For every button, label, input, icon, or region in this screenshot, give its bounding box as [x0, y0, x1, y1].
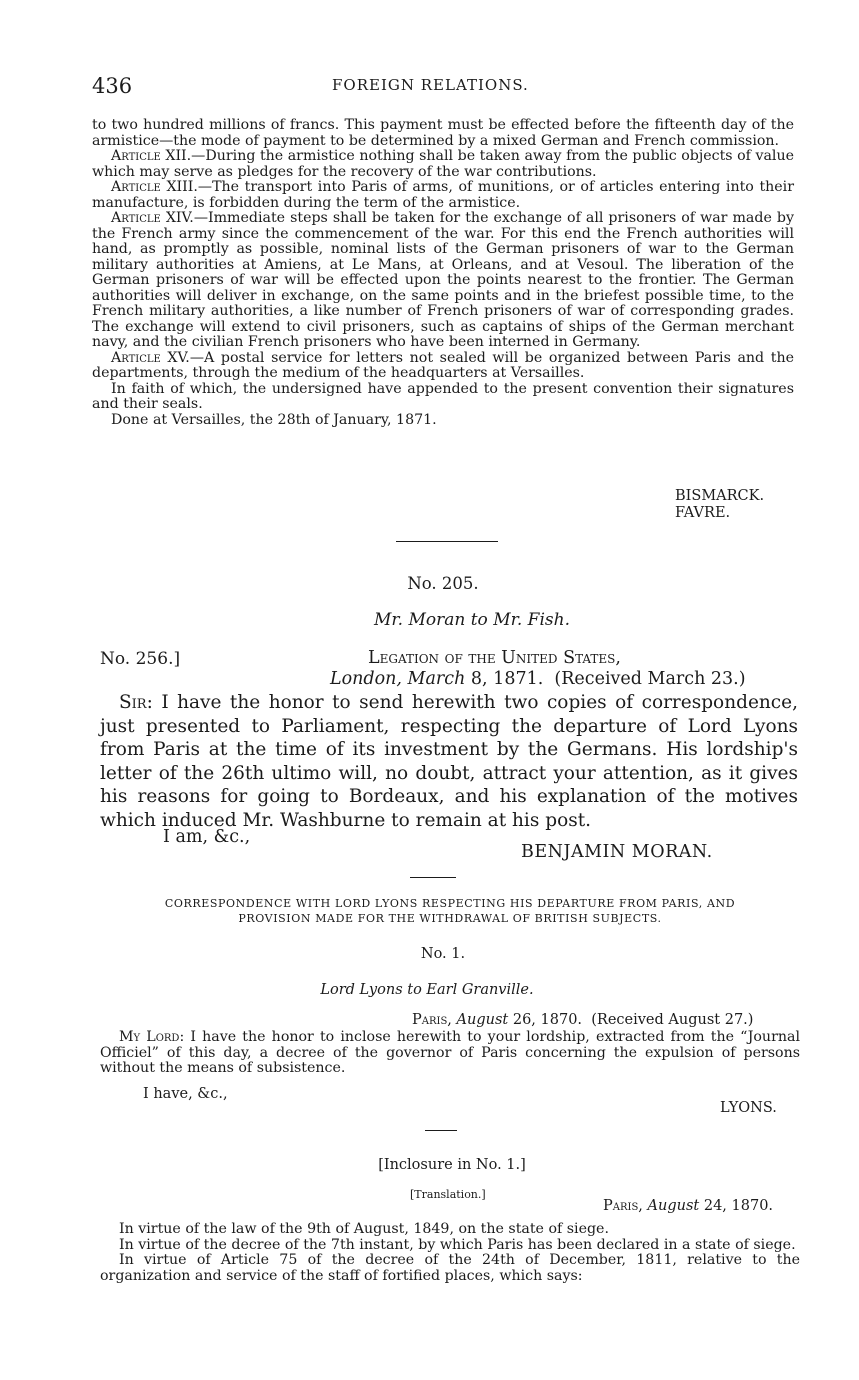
dateline-date: 24, 1870.	[699, 1198, 774, 1214]
inclosure-label: [Inclosure in No. 1.]	[378, 1157, 526, 1173]
translation-note: [Translation.]	[410, 1188, 486, 1201]
inclosure-body	[100, 1222, 800, 1284]
letter-closing: I am, &c.,	[163, 827, 251, 847]
article-text: —Immediate steps shall be taken for the exchange of all prisoners of war made by the French army since the commencement of the war. For this end the French authorities will hand, as promptly as possible, nominal lists of the German prisoners of war to the German military authorities at Amiens, at Le Mans, at Orleans, and at Vesoul. The liberation of the German prisoners of war will be effected upon the points nearest to the frontier. The German authorities will deliver in exchange, on the same points and in the briefest possible time, to the French military authorities, a like number of French prisoners of war of corresponding grades. The exchange will extend to civil prisoners, such as captains of ships of the German merchant navy, and the civilian French prisoners who have been interned in Germany.	[92, 210, 794, 350]
decree-line: In virtue of Article 75 of the decree of the 24th of December, 1811, relative to the organization and service of the staff of fortified places, which says:	[100, 1252, 800, 1284]
letter-text: : I have the honor to send herewith two copies of correspondence, just presented to Parliament, respecting the departure of Lord Lyons from Paris at the time of its investment by the Germans. His lordship's letter of the 26th ultimo will, no doubt, attract your attention, as it gives his reasons for going to Bordeaux, and his explanation of the motives which induced Mr. Washburne to remain at his post.	[100, 692, 798, 831]
inclosure-dateline	[603, 1198, 773, 1214]
article-label: Article XII.	[111, 148, 192, 164]
doc-reference: No. 256.]	[100, 649, 181, 669]
legation-heading: Legation of the United States,	[368, 648, 621, 668]
dateline	[330, 669, 746, 689]
dateline-date: 26, 1870.	[508, 1012, 583, 1028]
section-divider	[396, 541, 498, 542]
letter-paragraph	[100, 691, 798, 832]
article-text: —During the armistice nothing shall be taken away from the public objects of value which may serve as pledges for the recovery of the war contributions.	[92, 148, 794, 180]
article-xiii	[92, 180, 794, 211]
correspondence-body	[100, 1030, 800, 1077]
letter-signer: BENJAMIN MORAN.	[521, 842, 713, 862]
article-text: —A postal service for letters not sealed will be organized between Paris and the departments, through the medium of the headquarters at Versailles.	[92, 349, 794, 381]
convention-paragraph: to two hundred millions of francs. This payment must be effected before the fifteenth day of the armistice—the mode of payment to be determined by a mixed German and French commission.	[92, 117, 794, 149]
article-label: Article XV.	[111, 349, 190, 366]
dateline-place: Paris,	[603, 1198, 643, 1214]
dateline-date: 8, 1871.	[465, 669, 544, 689]
running-header	[92, 74, 794, 104]
running-title: FOREIGN RELATIONS.	[332, 76, 529, 94]
correspondence-dateline	[412, 1012, 753, 1028]
heading-line: PROVISION MADE FOR THE WITHDRAWAL OF BRITISH SUBJECTS.	[238, 912, 662, 925]
correspondence-text: : I have the honor to inclose herewith to your lordship, extracted from the “Journal Officiel” of this day, a decree of the governor of Paris concerning the expulsion of persons without the means of subsistence.	[100, 1029, 800, 1076]
convention-text	[92, 118, 794, 428]
page-number: 436	[92, 74, 133, 98]
correspondence-number: No. 1.	[420, 946, 466, 962]
article-label: Article XIII.	[111, 179, 198, 195]
salutation: Sir	[119, 692, 147, 713]
dateline-place: London, March	[330, 669, 466, 689]
done-at-line: Done at Versailles, the 28th of January, 1871.	[111, 411, 437, 428]
decree-line: In virtue of the law of the 9th of August, 1849, on the state of siege.	[119, 1221, 609, 1237]
article-label: Article XIV.	[111, 210, 194, 226]
received-note: (Received August 27.)	[591, 1012, 754, 1028]
section-divider	[410, 877, 456, 878]
correspondence-title: Lord Lyons to Earl Granville.	[320, 982, 534, 998]
salutation: My Lord	[119, 1029, 180, 1045]
article-xii	[92, 149, 794, 180]
doc-number: No. 205.	[407, 574, 479, 593]
article-xv	[92, 351, 794, 382]
received-note: (Received March 23.)	[554, 669, 746, 689]
heading-line: CORRESPONDENCE WITH LORD LYONS RESPECTING HIS DEPARTURE FROM PARIS, AND	[164, 897, 736, 910]
article-text: —The transport into Paris of arms, of munitions, or of articles entering into their manufacture, is forbidden during the term of the armistice.	[92, 179, 795, 211]
correspondence-heading	[100, 896, 800, 926]
dateline-month: August	[647, 1198, 700, 1214]
signer-bismarck: BISMARCK.	[675, 488, 765, 504]
correspondence-paragraph	[100, 1030, 800, 1077]
correspondence-signer: LYONS.	[720, 1100, 777, 1116]
correspondence-closing: I have, &c.,	[143, 1086, 228, 1102]
dateline-place: Paris,	[412, 1012, 452, 1028]
dateline-month: August	[456, 1012, 509, 1028]
article-xiv	[92, 211, 794, 351]
section-divider	[425, 1130, 457, 1131]
decree-line: In virtue of the decree of the 7th instant, by which Paris has been declared in a state of siege.	[119, 1236, 796, 1253]
letter-body	[100, 691, 798, 832]
faith-clause: In faith of which, the undersigned have appended to the present convention their signatures and their seals.	[92, 380, 794, 412]
doc-title: Mr. Moran to Mr. Fish.	[374, 610, 570, 630]
signer-favre: FAVRE.	[675, 505, 731, 521]
